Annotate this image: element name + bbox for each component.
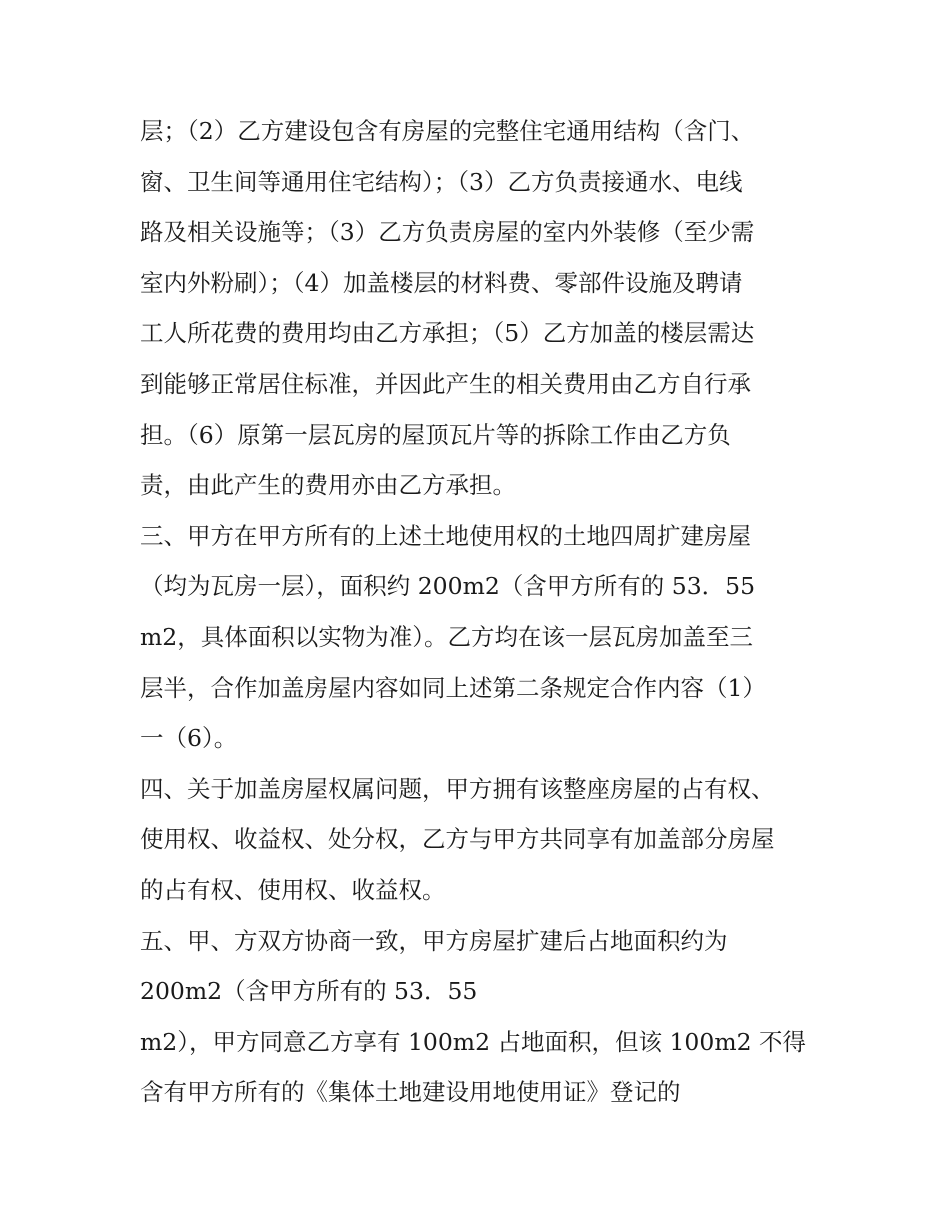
text-line: （均为瓦房一层），面积约 200m2（含甲方所有的 53．55: [140, 572, 756, 601]
text-line: m2），甲方同意乙方享有 100m2 占地面积，但该 100m2 不得: [140, 1027, 807, 1056]
text-line: 层半，合作加盖房屋内容如同上述第二条规定合作内容（1）: [140, 673, 766, 702]
document-body: [140, 106, 830, 1118]
text-line: 四、关于加盖房屋权属问题，甲方拥有该整座房屋的占有权、: [140, 774, 775, 803]
text-line: 200m2（含甲方所有的 53．55: [140, 977, 478, 1006]
text-line: 担。（6）原第一层瓦房的屋顶瓦片等的拆除工作由乙方负: [140, 420, 731, 449]
text-line: 到能够正常居住标准，并因此产生的相关费用由乙方自行承: [140, 369, 751, 398]
text-line: 路及相关设施等；（3）乙方负责房屋的室内外装修（至少需: [140, 218, 755, 247]
text-line: 五、甲、方双方协商一致，甲方房屋扩建后占地面积约为: [140, 926, 728, 955]
text-line: 层；（2）乙方建设包含有房屋的完整住宅通用结构（含门、: [140, 117, 755, 145]
text-line: 窗、卫生间等通用住宅结构）；（3）乙方负责接通水、电线: [140, 167, 743, 196]
text-line: 含有甲方所有的《集体土地建设用地使用证》登记的: [140, 1078, 681, 1107]
text-line: 工人所花费的费用均由乙方承担；（5）乙方加盖的楼层需达: [140, 319, 755, 348]
text-line: 使用权、收益权、处分权，乙方与甲方共同享有加盖部分房屋: [140, 825, 775, 854]
text-line: m2，具体面积以实物为准）。乙方均在该一层瓦房加盖至三: [140, 622, 753, 651]
text-line: 三、甲方在甲方所有的上述土地使用权的土地四周扩建房屋: [140, 521, 751, 550]
text-line: 的占有权、使用权、收益权。: [140, 875, 446, 904]
text-line: 一（6）。: [140, 724, 238, 753]
text-line: 室内外粉刷）；（4）加盖楼层的材料费、零部件设施及聘请: [140, 268, 743, 297]
text-line: 责，由此产生的费用亦由乙方承担。: [140, 471, 516, 500]
